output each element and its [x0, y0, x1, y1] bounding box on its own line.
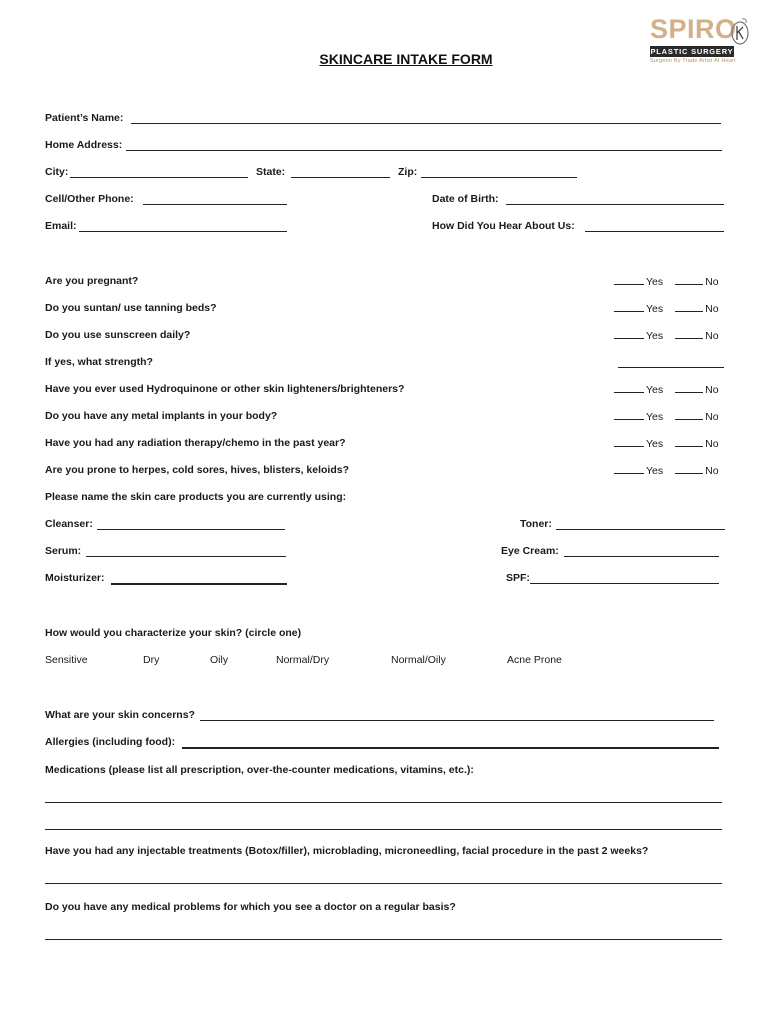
sunscreen-yes-no[interactable]: Yes No: [614, 329, 719, 342]
city-field[interactable]: [70, 177, 248, 178]
medications-label: Medications (please list all prescription, over-the-counter medications, vitamins, etc.):: [45, 764, 474, 776]
moisturizer-label: Moisturizer:: [45, 572, 105, 584]
form-title: SKINCARE INTAKE FORM: [319, 51, 493, 67]
question-products: Please name the skin care products you are currently using:: [45, 491, 347, 503]
city-label: City:: [45, 166, 69, 178]
skin-choice-normal-oily[interactable]: Normal/Oily: [391, 654, 446, 666]
zip-field[interactable]: [421, 177, 577, 178]
zip-label: Zip:: [398, 166, 418, 178]
logo-subtitle: PLASTIC SURGERY: [650, 47, 734, 56]
toner-label: Toner:: [520, 518, 552, 530]
question-implants: Do you have any metal implants in your body?: [45, 410, 278, 422]
question-sunscreen: Do you use sunscreen daily?: [45, 329, 191, 341]
injectables-field[interactable]: [45, 883, 722, 884]
eye-cream-label: Eye Cream:: [501, 545, 559, 557]
implants-yes-no[interactable]: Yes No: [614, 410, 719, 423]
skin-choice-normal-dry[interactable]: Normal/Dry: [276, 654, 330, 666]
skin-choice-dry[interactable]: Dry: [143, 654, 160, 666]
question-pregnant: Are you pregnant?: [45, 275, 139, 287]
question-radiation: Have you had any radiation therapy/chemo in the past year?: [45, 437, 346, 449]
spf-field[interactable]: [530, 583, 719, 584]
home-address-field[interactable]: [126, 150, 722, 151]
allergies-field[interactable]: [182, 747, 719, 749]
state-label: State:: [256, 166, 286, 178]
state-field[interactable]: [291, 177, 390, 178]
logo-wordmark: SPIRO: [650, 14, 737, 44]
skin-choice-sensitive[interactable]: Sensitive: [45, 654, 88, 666]
referral-label: How Did You Hear About Us:: [432, 220, 575, 232]
question-strength: If yes, what strength?: [45, 356, 153, 368]
cleanser-field[interactable]: [97, 529, 285, 530]
email-field[interactable]: [79, 231, 287, 232]
allergies-label: Allergies (including food):: [45, 736, 176, 748]
hydroquinone-yes-no[interactable]: Yes No: [614, 383, 719, 396]
serum-field[interactable]: [86, 556, 286, 557]
question-suntan: Do you suntan/ use tanning beds?: [45, 302, 217, 314]
skin-choice-acne-prone[interactable]: Acne Prone: [507, 654, 562, 666]
skin-type-question: How would you characterize your skin? (circle one): [45, 627, 302, 639]
strength-field[interactable]: [618, 367, 724, 368]
suntan-yes-no[interactable]: Yes No: [614, 302, 719, 315]
eye-cream-field[interactable]: [564, 556, 719, 557]
moisturizer-field[interactable]: [111, 583, 287, 585]
medical-problems-field[interactable]: [45, 939, 722, 940]
phone-label: Cell/Other Phone:: [45, 193, 134, 205]
spf-label: SPF:: [506, 572, 530, 584]
serum-label: Serum:: [45, 545, 82, 557]
radiation-yes-no[interactable]: Yes No: [614, 437, 719, 450]
patient-name-field[interactable]: [131, 123, 721, 124]
question-hydroquinone: Have you ever used Hydroquinone or other skin lighteners/brighteners?: [45, 383, 405, 395]
medications-line-2[interactable]: [45, 829, 722, 830]
dob-field[interactable]: [506, 204, 724, 205]
phone-field[interactable]: [143, 204, 287, 205]
home-address-label: Home Address:: [45, 139, 123, 151]
toner-field[interactable]: [556, 529, 725, 530]
cleanser-label: Cleanser:: [45, 518, 93, 530]
pregnant-yes-no[interactable]: Yes No: [614, 275, 719, 288]
referral-field[interactable]: [585, 231, 724, 232]
patient-name-label: Patient’s Name:: [45, 112, 124, 124]
skin-choice-oily[interactable]: Oily: [210, 654, 229, 666]
logo-emblem-icon: [728, 16, 750, 46]
skin-concerns-field[interactable]: [200, 720, 714, 721]
medical-problems-label: Do you have any medical problems for which you see a doctor on a regular basis?: [45, 901, 456, 913]
logo-tagline: Surgeon By Trade Artist At Heart: [650, 58, 736, 64]
email-label: Email:: [45, 220, 77, 232]
question-herpes: Are you prone to herpes, cold sores, hives, blisters, keloids?: [45, 464, 350, 476]
skin-concerns-label: What are your skin concerns?: [45, 709, 195, 721]
dob-label: Date of Birth:: [432, 193, 499, 205]
herpes-yes-no[interactable]: Yes No: [614, 464, 719, 477]
medications-line-1[interactable]: [45, 802, 722, 803]
injectables-label: Have you had any injectable treatments (Botox/filler), microblading, microneedling, facial procedure in the past 2 weeks?: [45, 845, 649, 857]
